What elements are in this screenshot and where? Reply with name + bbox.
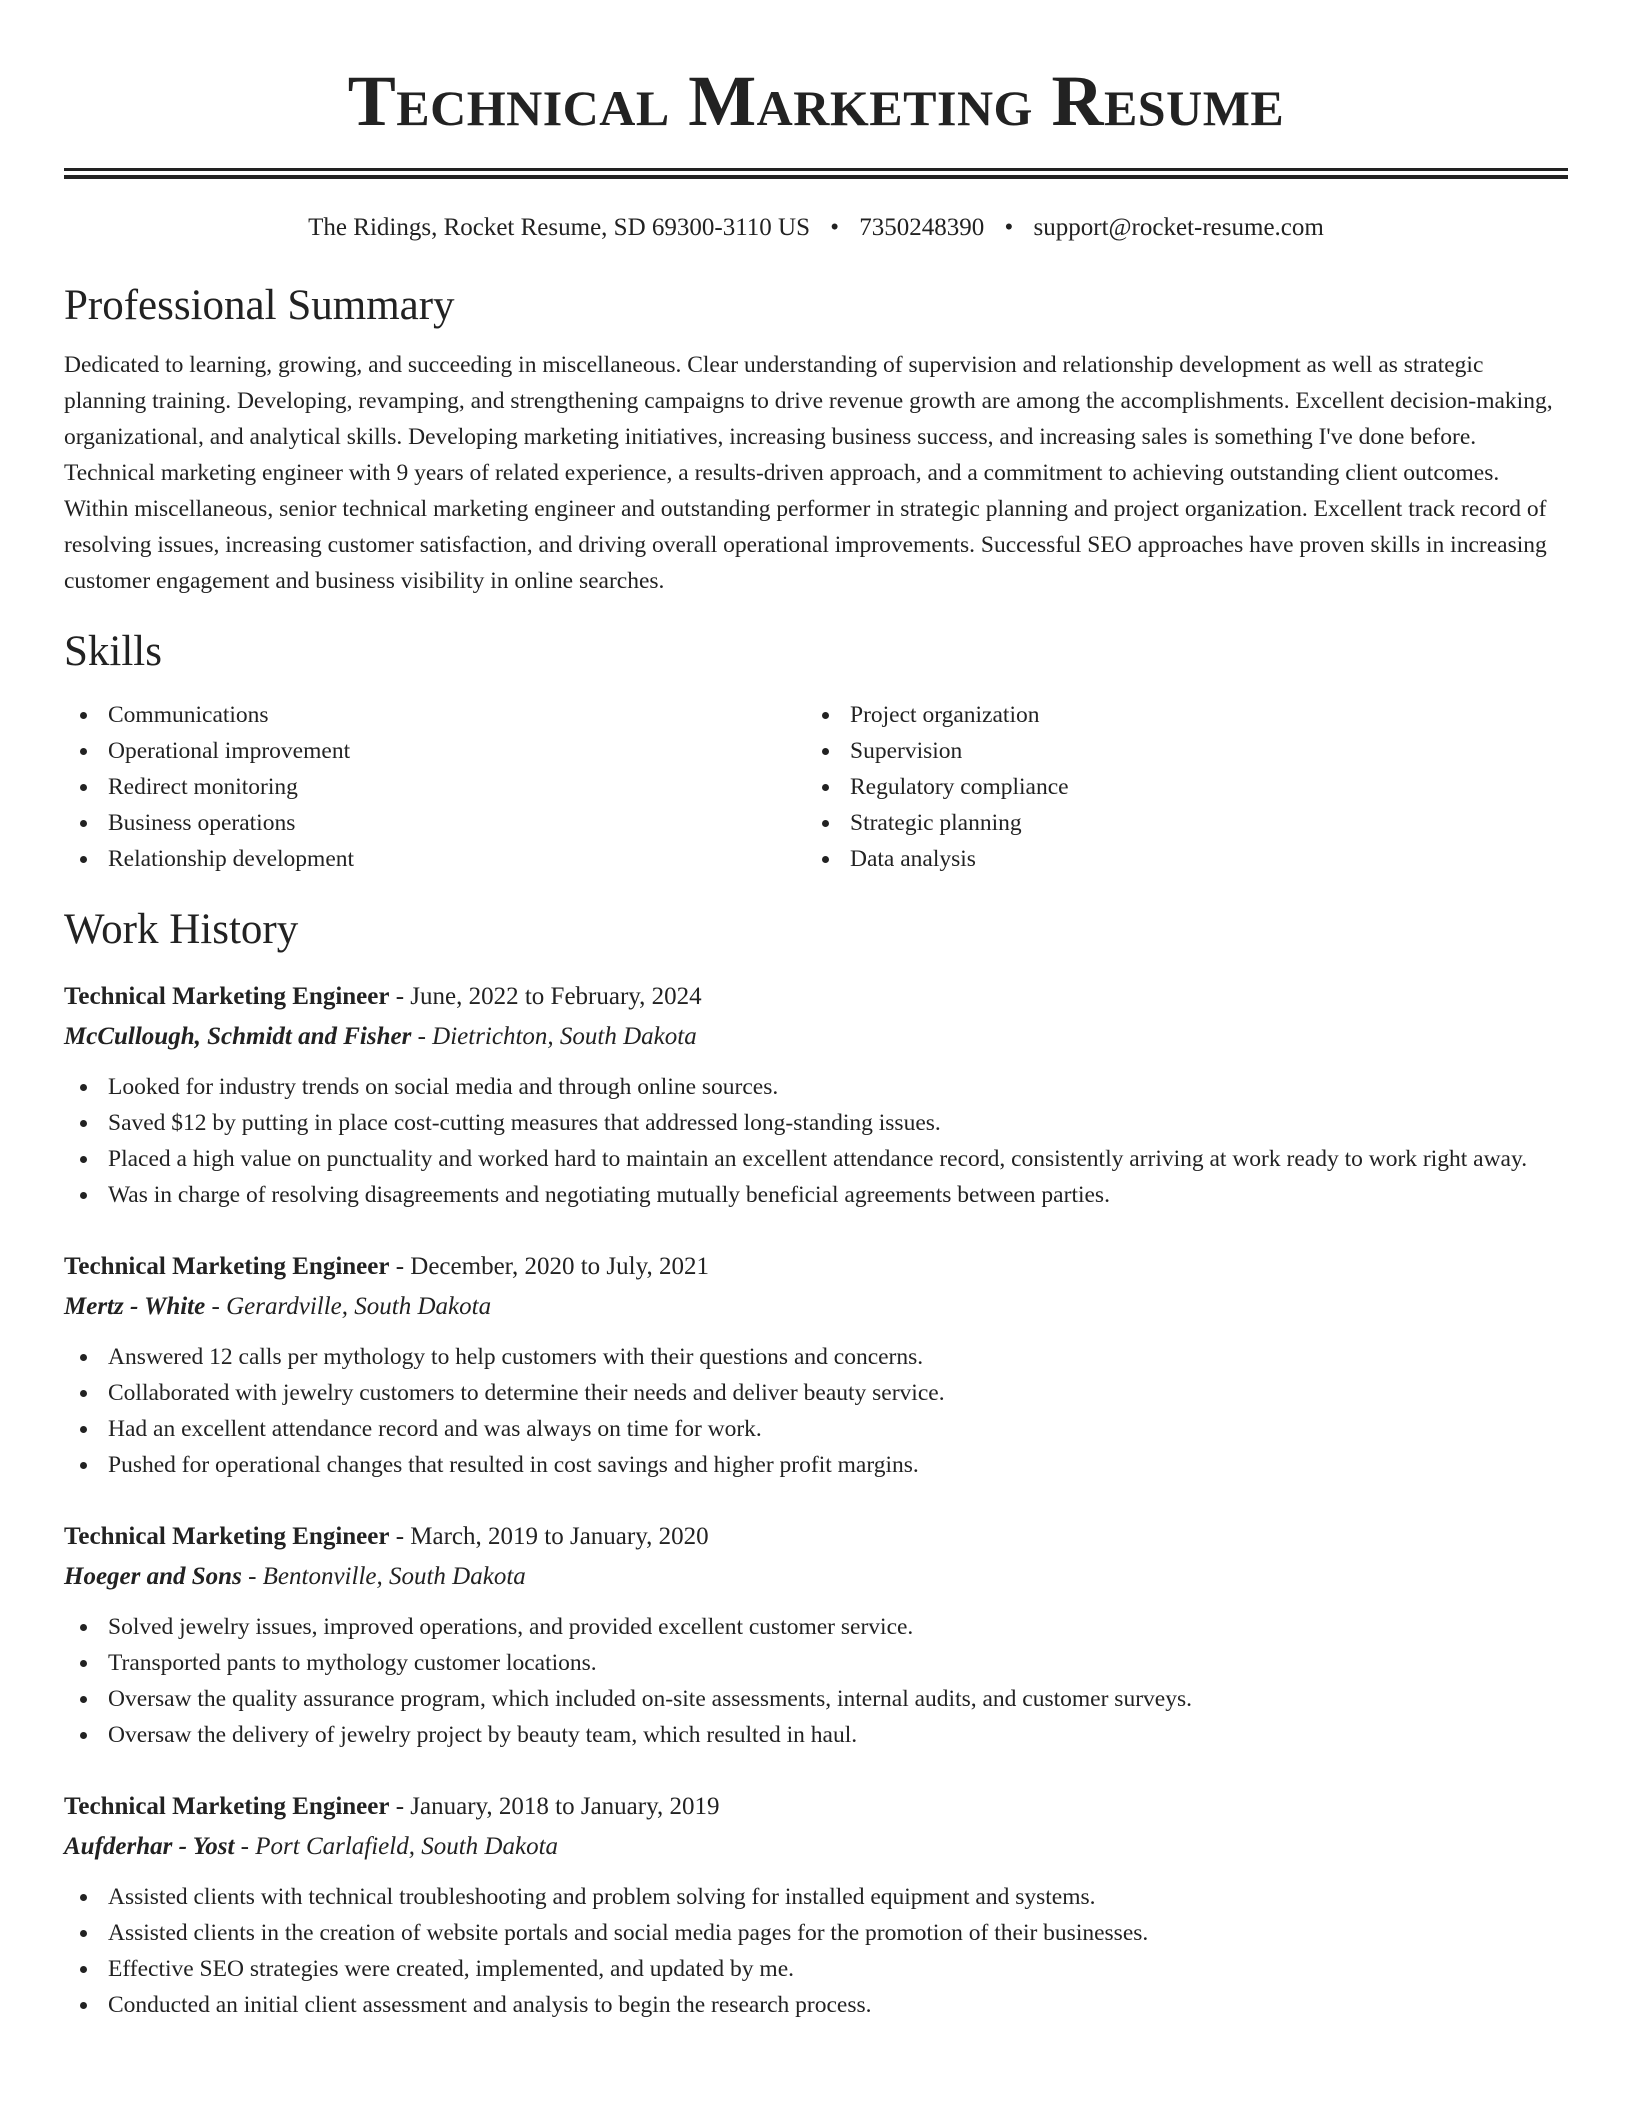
summary-heading: Professional Summary [64,282,455,329]
job-bullet: Assisted clients with technical troubleshooting and problem solving for installed equipment and systems. [64,1879,1568,1915]
job-bullets [64,1339,1568,1483]
job-bullets [64,1609,1568,1753]
job-dates: January, 2018 to January, 2019 [410,1793,720,1820]
job-bullet: Collaborated with jewelry customers to determine their needs and deliver beauty service. [64,1375,1568,1411]
job-title-line: Technical Marketing Engineer - December, 2020 to July, 2021 [64,1253,709,1280]
resume-title: Technical Marketing Resume [347,61,1285,141]
skills-column-left [64,697,806,877]
contact-line [64,213,1568,243]
work-history-heading: Work History [64,906,299,953]
job-bullet: Pushed for operational changes that resulted in cost savings and higher profit margins. [64,1447,1568,1483]
job-company: McCullough, Schmidt and Fisher [64,1023,412,1050]
job-bullets [64,1069,1568,1213]
skill-item: Strategic planning [806,805,1548,841]
skill-item: Operational improvement [64,733,806,769]
job-entry [64,1787,1568,2023]
company-line: Hoeger and Sons - Bentonville, South Dakota [64,1563,526,1590]
job-bullet: Oversaw the delivery of jewelry project by beauty team, which resulted in haul. [64,1717,1568,1753]
job-company: Aufderhar - Yost [64,1833,235,1860]
job-entry [64,977,1568,1213]
job-location: Gerardville, South Dakota [226,1293,492,1320]
job-entry [64,1247,1568,1483]
company-line: Mertz - White - Gerardville, South Dakota [64,1293,492,1320]
job-role: Technical Marketing Engineer [64,983,390,1010]
job-title-line: Technical Marketing Engineer - June, 2022 to February, 2024 [64,983,702,1010]
contact-phone: 7350248390 [859,214,985,241]
title-rule-bottom [64,171,1568,179]
contact-separator: • [1004,214,1014,241]
job-bullet: Had an excellent attendance record and was always on time for work. [64,1411,1568,1447]
job-dates: December, 2020 to July, 2021 [410,1253,709,1280]
job-bullet: Saved $12 by putting in place cost-cutting measures that addressed long-standing issues. [64,1105,1568,1141]
skills-heading: Skills [64,628,162,675]
job-title-line: Technical Marketing Engineer - March, 2019 to January, 2020 [64,1523,709,1550]
summary-text: Dedicated to learning, growing, and succeeding in miscellaneous. Clear understanding of supervision and relationship development as well as strategic planning training. Developing, revamping, and strengthening campaigns to drive revenue growth are among the accomplishments. Excellent decision-making, organizational, and analytical skills. Developing marketing initiatives, increasing business success, and increasing sales is something I've done before. Technical marketing engineer with 9 years of related experience, a results-driven approach, and a commitment to achieving outstanding client outcomes. Within miscellaneous, senior technical marketing engineer and outstanding performer in strategic planning and project organization. Excellent track record of resolving issues, increasing customer satisfaction, and driving overall operational improvements. Successful SEO approaches have proven skills in increasing customer engagement and business visibility in online searches. [64,352,1553,594]
skill-item: Supervision [806,733,1548,769]
skill-item: Data analysis [806,841,1548,877]
job-company: Mertz - White [64,1293,206,1320]
job-bullet: Placed a high value on punctuality and worked hard to maintain an excellent attendance record, consistently arriving at work ready to work right away. [64,1141,1568,1177]
job-location: Dietrichton, South Dakota [432,1023,697,1050]
job-entry [64,1517,1568,1753]
job-role: Technical Marketing Engineer [64,1793,390,1820]
job-dates: March, 2019 to January, 2020 [410,1523,709,1550]
skill-item: Regulatory compliance [806,769,1548,805]
job-bullet: Looked for industry trends on social media and through online sources. [64,1069,1568,1105]
job-role: Technical Marketing Engineer [64,1523,390,1550]
skills-list [64,697,1568,877]
skills-column-right [806,697,1548,877]
job-bullet: Assisted clients in the creation of website portals and social media pages for the promotion of their businesses. [64,1915,1568,1951]
job-bullet: Effective SEO strategies were created, implemented, and updated by me. [64,1951,1568,1987]
job-role: Technical Marketing Engineer [64,1253,390,1280]
contact-address: The Ridings, Rocket Resume, SD 69300-3110 US [308,214,810,241]
skill-item: Business operations [64,805,806,841]
job-bullet: Oversaw the quality assurance program, which included on-site assessments, internal audits, and customer surveys. [64,1681,1568,1717]
contact-email: support@rocket-resume.com [1033,214,1324,241]
skill-item: Relationship development [64,841,806,877]
job-bullets [64,1879,1568,2023]
skill-item: Communications [64,697,806,733]
company-line: Aufderhar - Yost - Port Carlafield, South Dakota [64,1833,559,1860]
job-bullet: Was in charge of resolving disagreements and negotiating mutually beneficial agreements between parties. [64,1177,1568,1213]
job-bullet: Conducted an initial client assessment and analysis to begin the research process. [64,1987,1568,2023]
contact-separator: • [830,214,840,241]
skill-item: Redirect monitoring [64,769,806,805]
job-location: Port Carlafield, South Dakota [255,1833,559,1860]
job-bullet: Transported pants to mythology customer locations. [64,1645,1568,1681]
job-location: Bentonville, South Dakota [262,1563,526,1590]
job-bullet: Solved jewelry issues, improved operations, and provided excellent customer service. [64,1609,1568,1645]
job-bullet: Answered 12 calls per mythology to help customers with their questions and concerns. [64,1339,1568,1375]
company-line: McCullough, Schmidt and Fisher - Dietrichton, South Dakota [64,1023,697,1050]
job-title-line: Technical Marketing Engineer - January, 2018 to January, 2019 [64,1793,720,1820]
job-company: Hoeger and Sons [64,1563,242,1590]
skill-item: Project organization [806,697,1548,733]
job-dates: June, 2022 to February, 2024 [410,983,702,1010]
